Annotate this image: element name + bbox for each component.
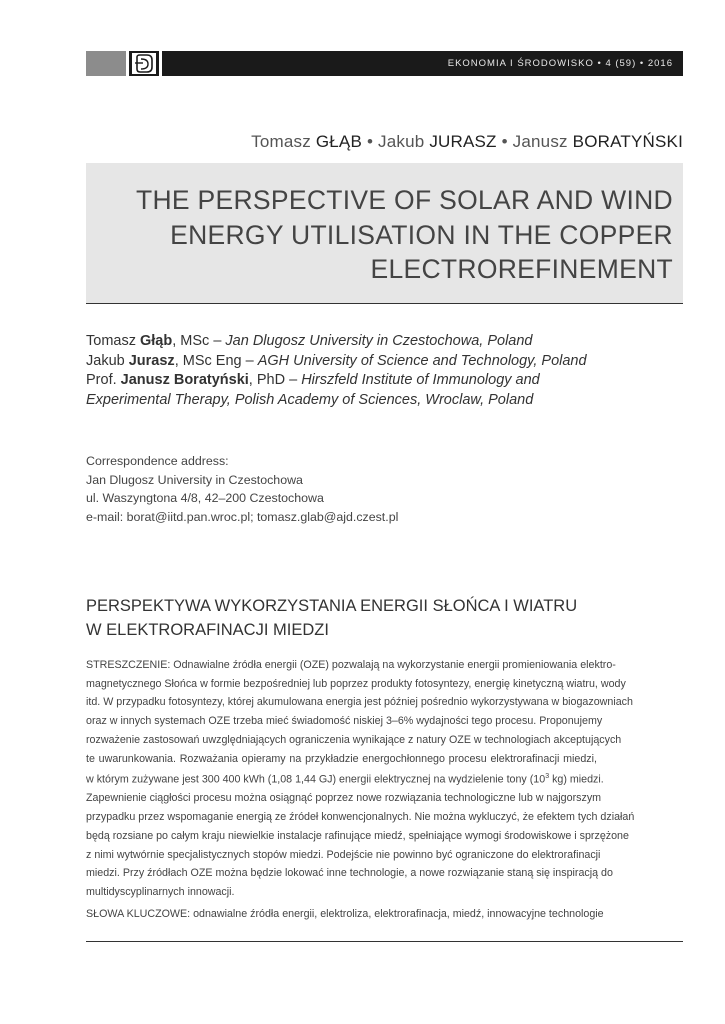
abstract-line: przypadku przez wspomaganie energią ze źródeł konwencjonalnych. Nie można wykluczyć, że efektem tych działań (86, 811, 635, 824)
affiliation-institution: Jan Dlugosz University in Czestochowa, Poland (225, 333, 533, 349)
author-separator: • (362, 132, 379, 151)
correspondence-line: Jan Dlugosz University in Czestochowa (86, 472, 303, 487)
keywords: SŁOWA KLUCZOWE: odnawialne źródła energii, elektroliza, elektrorafinacja, miedź, innowacyjne technologie (86, 908, 604, 920)
author-last-name: GŁĄB (315, 132, 363, 151)
author-first-name: Janusz (512, 132, 568, 151)
abstract-line: rozważenie zastosowań uwzględniających ograniczenia wynikające z natury OZE w technologiach akceptujących (86, 733, 622, 746)
polish-title-line: PERSPEKTYWA WYKORZYSTANIA ENERGII SŁOŃCA I WIATRU (86, 597, 578, 615)
correspondence-block (86, 452, 398, 526)
abstract-line: będą rozsiane po całym kraju niewielkie instalacje rafinujące miedź, spełniające wymogi środowiskowe i sprzężone (86, 829, 629, 842)
abstract-line (86, 768, 604, 789)
authors-line (251, 132, 683, 152)
affiliation-line (86, 332, 626, 352)
correspondence-email: e-mail: borat@iitd.pan.wroc.pl; tomasz.glab@ajd.czest.pl (86, 509, 399, 524)
author-first-name: Tomasz (251, 132, 311, 151)
correspondence-line: ul. Waszyngtona 4/8, 42–200 Czestochowa (86, 491, 324, 505)
affiliation-degree: , MSc Eng – (174, 352, 258, 369)
author-last-name: BORATYŃSKI (572, 132, 683, 151)
paper-title: THE PERSPECTIVE OF SOLAR AND WIND ENERGY UTILISATION IN THE COPPER ELECTROREFINEMENT (135, 185, 673, 284)
affiliation-institution: AGH University of Science and Technology, Poland (257, 352, 587, 369)
title-box (86, 163, 683, 304)
abstract-line: multidyscyplinarnych innowacji. (86, 886, 235, 898)
affiliation-prefix: Prof. (86, 372, 121, 388)
abstract-line: STRESZCZENIE: Odnawialne źródła energii (OZE) pozwalają na wykorzystanie energii promieniowania elektro- (86, 659, 616, 671)
abstract-line: Zapewnienie ciągłości procesu można osiągnąć poprzez nowe rozwiązania technologiczne lub w najgorszym (86, 792, 602, 805)
abstract-line: magnetycznego Słońca w formie bezpośredniej lub poprzez produkty fotosyntezy, energię kinetyczną wiatru, wody (86, 677, 626, 690)
affiliation-line (86, 371, 626, 410)
journal-header-bar (162, 51, 683, 76)
abstract (86, 656, 635, 902)
affiliation-degree: , PhD – (248, 372, 302, 388)
abstract-line: itd. W przypadku fotosyntezy, której akumulowana energia jest później pośrednio wykorzystywana w biogazowniach (86, 696, 633, 709)
author-last-name: JURASZ (429, 132, 497, 151)
affiliation-first-name: Tomasz (86, 333, 140, 349)
affiliation-first-name: Jakub (86, 352, 129, 369)
journal-logo-icon (129, 49, 159, 78)
polish-title (86, 594, 586, 642)
journal-name: EKONOMIA I ŚRODOWISKO • 4 (59) • 2016 (447, 58, 673, 69)
abstract-line: miedzi. Przy źródłach OZE można będzie lokować inne technologie, a nowe rozwiązanie staną się inspiracją do (86, 867, 613, 880)
abstract-line-tail: kg) miedzi. (549, 773, 604, 786)
abstract-line: te uwarunkowania. Rozważania opieramy na przykładzie energochłonnego procesu elektrorafinacji miedzi, (86, 752, 597, 765)
affiliation-last-name: Janusz Boratyński (120, 372, 249, 388)
affiliation-last-name: Jurasz (128, 352, 175, 369)
header-grey-block (86, 51, 126, 76)
affiliations (86, 332, 626, 410)
correspondence-label: Correspondence address: (86, 454, 229, 468)
bottom-divider (86, 941, 683, 942)
affiliation-line (86, 352, 626, 372)
abstract-line: oraz w innych systemach OZE trzeba mieć świadomość niskiej 3–6% wydajności tego procesu. Proponujemy (86, 715, 603, 728)
abstract-line-text: w którym zużywane jest 300 400 kWh (1,08 1,44 GJ) energii elektrycznej na wydzielenie tony (10 (86, 773, 546, 786)
author-first-name: Jakub (378, 132, 425, 151)
polish-title-line: W ELEKTRORAFINACJI MIEDZI (86, 621, 329, 639)
author-separator: • (496, 132, 513, 151)
affiliation-last-name: Głąb (140, 333, 173, 349)
affiliation-degree: , MSc – (172, 333, 226, 349)
abstract-line: z nimi wytwórnie specjalistycznych stopów miedzi. Podejście nie powinno być ograniczone do elektrorafinacji (86, 848, 601, 861)
affiliation-institution: Hirszfeld Institute of Immunology and Experimental Therapy, Polish Academy of Sciences, Wroclaw, Poland (86, 372, 540, 408)
abstract-superscript: 3 (545, 773, 550, 781)
